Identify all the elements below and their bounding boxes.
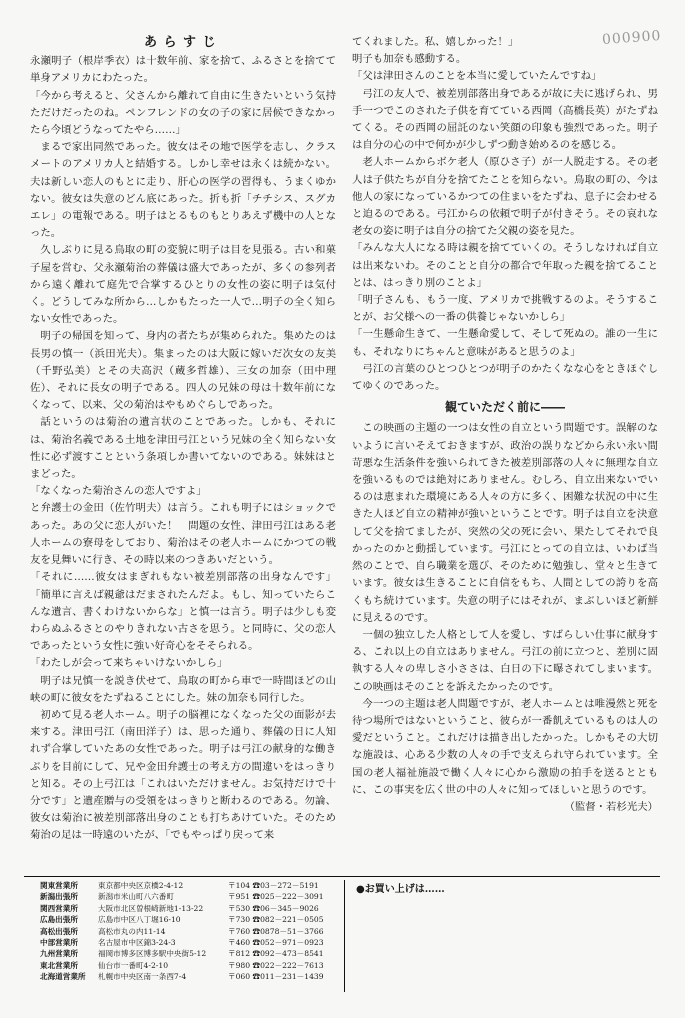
office-row <box>40 937 340 948</box>
before-viewing-heading: 観ていただく前に―― <box>444 400 565 415</box>
synopsis-paragraph: 久しぶりに見る鳥取の町の変貌に明子は目を見張る。古い和菓子屋を営む、父永瀬菊治の葬儀は盛大であったが、多くの参列者から遠く離れて庭先で合掌するひとりの女性の姿に明子は気付く。どうしてみな所から…しかもたった一人で…明子の全く知らない女性であった。 <box>30 244 336 326</box>
synopsis-continued-paragraph: 老人ホームからボケ老人（原ひさ子）が一人脱走する。その老人は子供たちが自分を捨てたことを知らない。鳥取の町の、今は他人の家になっているかつての住まいをたずね、息子に会わせると迫るのである。弓江からの依頼で明子が付きそう。その哀れな老女の姿に明子は自分の捨てた父親の姿を見た。 <box>352 156 658 238</box>
before-viewing-paragraph: 今一つの主題は老人問題ですが、老人ホームとは唯漫然と死を待つ場所ではないということ、彼らが一番飢えているものは人の愛だということ。これだけは描き出したかった。しかもその大切な施設は、心ある少数の人々の手で支えられ守られています。全国の老人福祉施設で働く人々に心から激励の拍手を送るとともに、この事実を広く世の中の人々に知ってほしいと思うのです。 <box>352 697 658 796</box>
synopsis-paragraph: 「それに……彼女はまぎれもない被差別部落の出身なんです」「簡単に言えば親爺はだまされたんだよ。もし、知っていたらこんな遺言、書くわけないからな」と慎一は言う。明子は少しも変わらぬふるさとのやりきれない古さを思う。と同時に、父の恋人であったという女性に強い好奇心をそそられる。 <box>30 571 336 653</box>
office-address: 仙台市一番町4-2-10 <box>98 960 169 970</box>
office-row <box>40 926 340 937</box>
synopsis-continued-paragraph: 「みんな大人になる時は親を捨てていくの。そうしなければ自立は出来ないわ。そのことと自分の都合で年取った親を捨てることとは、はっきり別のことよ」 <box>352 242 658 289</box>
synopsis-paragraph: 「わたしが会って来ちゃいけないかしら」 <box>30 657 228 670</box>
synopsis-paragraph: 「今から考えると、父さんから離れて自由に生きたいという気持ただけだったのね。ペンフレンドの女の子の家に居候できなかったら今頃どうなってたやら……」 <box>30 89 336 137</box>
office-address: 東京都中央区京橋2-4-12 <box>98 881 184 890</box>
director-signature: （監督・若杉光夫） <box>564 800 658 813</box>
purchase-note: ●お買い上げは…… <box>356 884 445 895</box>
synopsis-continued-paragraph: 弓江の友人で、被差別部落出身であるが故に夫に逃げられ、男手一つでこのされた子供を育てている西岡（高橋長英）がたずねてくる。その西岡の屈託のない笑顔の印象も強烈であった。明子は自分の心の中で何かが少しずつ動き始めるのを感じる。 <box>352 87 658 152</box>
office-name: 高松出張所 <box>40 926 78 936</box>
office-name: 関西営業所 <box>40 903 78 913</box>
office-address: 広島市中区八丁堀16-10 <box>98 915 181 925</box>
office-address: 高松市丸の内11-14 <box>98 926 166 936</box>
office-phone: 〒980 ☎022－222－7613 <box>228 960 324 970</box>
office-name: 東北営業所 <box>40 960 78 970</box>
office-phone: 〒530 ☎06－345－9026 <box>228 903 319 913</box>
before-viewing-paragraph: この映画の主題の一つは女性の自立という問題です。誤解のないように言いそえておきますが、政治の誤りなどから永い永い間苛悪な生活条件を強いられてきた被差別部落の人々に無理な自立を強いるものでは絶対にありません。むしろ、自立出来ないでいるのは恵まれた環境にある人々の方に多く、困難な状況の中に生きた人ほど自立の精神が強いということです。明子は自立を決意して父を捨てましたが、突然の父の死に会い、果たしてそれで良かったのかと動揺しています。弓江にとっての自立は、いわば当然のことで、自ら職業を選び、そのために勉強し、堂々と生きています。彼女は生きることに自信をもち、人間としての誇りを高くもち続けています。失意の明子にはそれが、まぶしいほど新鮮に見えるのです。 <box>352 422 658 624</box>
office-address: 福岡市博多区博多駅中央街5-12 <box>98 949 207 959</box>
office-phone: 〒760 ☎0878－51－3766 <box>228 926 324 936</box>
synopsis-paragraph: 明子の帰国を知って、身内の者たちが集められた。集めたのは長男の慎一（浜田光夫）。集まったのは大阪に嫁いだ次女の友美（千野弘美）とその夫高沢（蔵多哲雄）、三女の加奈（田中理佐）、それに長女の明子である。四人の兄妹の母は十数年前になくなって、以来、父の菊治はやもめぐらしであった。 <box>30 330 336 412</box>
footer-vertical-divider <box>344 880 345 992</box>
synopsis-paragraph: 初めて見る老人ホーム。明子の脳裡になくなった父の面影が去来する。津田弓江（南田洋子）は、思った通り、葬儀の日に人知れず合掌していたあの女性であった。明子は弓江の献身的な働きぶりを目前にして、兄や金田弁護士の考え方の間違いをはっきりと知る。その上弓江は「これはいただけません。お気持だけで十分です」と遺産贈与の受領をはっきりと断わるのである。勿論、彼女は菊治に被差別部落出身のことも打ちあけていた。そのため菊治の足は一時遠のいたが、「でもやっぱり戻って来 <box>30 708 336 842</box>
office-phone: 〒951 ☎025－222－3091 <box>228 892 324 902</box>
synopsis-heading: あらすじ <box>143 35 222 50</box>
office-phone: 〒060 ☎011－231－1439 <box>228 972 324 982</box>
office-row <box>40 880 340 891</box>
synopsis-paragraph: と弁護士の金田（佐竹明夫）は言う。これも明子にはショックであった。あの父に恋人がいた！ 問題の女性、津田弓江はある老人ホームの寮母をしており、菊治はその老人ホームにかつての戦友を見舞いに行き、その時以来のつきあいだという。 <box>30 502 336 567</box>
office-phone: 〒104 ☎03－272－5191 <box>228 881 319 890</box>
office-address: 新潟市米山町八六番町 <box>98 892 174 902</box>
synopsis-paragraph: 話というのは菊治の遺言状のことであった。しかも、それには、菊治名義である土地を津田弓江という兄妹の全く知らない女性に必ず渡すことという条項しか書いてないのである。妹妹はとまどった。 <box>30 416 336 481</box>
synopsis-column <box>30 34 336 845</box>
office-name: 九州営業所 <box>40 949 78 959</box>
before-viewing-body <box>352 420 658 798</box>
office-name: 中部営業所 <box>40 938 78 948</box>
synopsis-continued-paragraph: 「父は津田さんのことを本当に愛していたんですね」 <box>352 70 602 83</box>
office-row <box>40 891 340 902</box>
synopsis-paragraph: まるで家出同然であった。彼女はその地で医学を志し、クラスメートのアメリカ人と結婚する。しかし幸せは永くは続かない。夫は新しい恋人のもとに走り、肝心の医学の習得も、うまくゆかない。彼女は失意のどん底にあった。折も折「チチシス、スグカエレ」の電報である。明子はとるものもとりあえず機中の人となった。 <box>30 141 336 240</box>
synopsis-continued-paragraph: てくれました。私、嬉しかった！」 <box>352 36 519 48</box>
office-row <box>40 960 340 971</box>
office-name: 新潟出張所 <box>40 892 78 902</box>
synopsis-paragraph: 永瀬明子（根岸季衣）は十数年前、家を捨て、ふるさとを捨てて単身アメリカにわたった。 <box>30 55 336 85</box>
synopsis-continued-paragraph: 明子も加奈も感動する。 <box>352 53 467 66</box>
office-row <box>40 948 340 959</box>
synopsis-paragraph: 「なくなった菊治さんの恋人ですよ」 <box>30 485 207 498</box>
sales-offices-list <box>40 880 340 983</box>
synopsis-body <box>30 53 336 844</box>
page-number-stamp: 000900 <box>601 27 662 49</box>
synopsis-continued-paragraph: 弓江の言葉のひとつひとつが明子のかたくなな心をときほぐしてゆくのであった。 <box>352 362 658 393</box>
office-name: 関東営業所 <box>40 881 78 890</box>
office-address: 大阪市北区曽根崎新地1-13-22 <box>98 903 204 913</box>
office-row <box>40 971 340 982</box>
office-address: 名古屋市中区錦3-24-3 <box>98 938 176 948</box>
footer-divider <box>24 876 660 877</box>
synopsis-paragraph: 明子は兄慎一を説き伏せて、鳥取の町から車で一時間ほどの山峡の町に彼女をたずねることにした。妹の加奈も同行した。 <box>30 674 336 704</box>
office-name: 北海道営業所 <box>40 972 86 982</box>
office-row <box>40 903 340 914</box>
office-phone: 〒460 ☎052－971－0923 <box>228 938 324 948</box>
office-name: 広島出張所 <box>40 915 78 925</box>
office-phone: 〒730 ☎082－221－0505 <box>228 915 324 925</box>
synopsis-continued-paragraph: 「明子さんも、もう一度、アメリカで挑戦するのよ。そうすることが、お父様への一番の供養じゃないかしら」 <box>352 294 658 324</box>
office-row <box>40 914 340 925</box>
synopsis-continued-body <box>352 34 658 395</box>
office-phone: 〒812 ☎092－473－8541 <box>228 949 324 959</box>
before-viewing-paragraph: 一個の独立した人格として人を愛し、すばらしい仕事に献身する、これ以上の自立はありません。弓江の前に立つと、差別に固執する人々の卑しさ小ささは、白日の下に曝されてしまいます。この映画はそのことを訴えたかったのです。 <box>352 628 658 693</box>
office-address: 札幌市中央区南一条西7-4 <box>98 972 187 982</box>
synopsis-continued-paragraph: 「一生懸命生きて、一生懸命愛して、そして死ぬの。誰の一生にも、それなりにちゃんと意味があると思うのよ」 <box>352 328 658 358</box>
synopsis-continued-column <box>352 34 658 816</box>
